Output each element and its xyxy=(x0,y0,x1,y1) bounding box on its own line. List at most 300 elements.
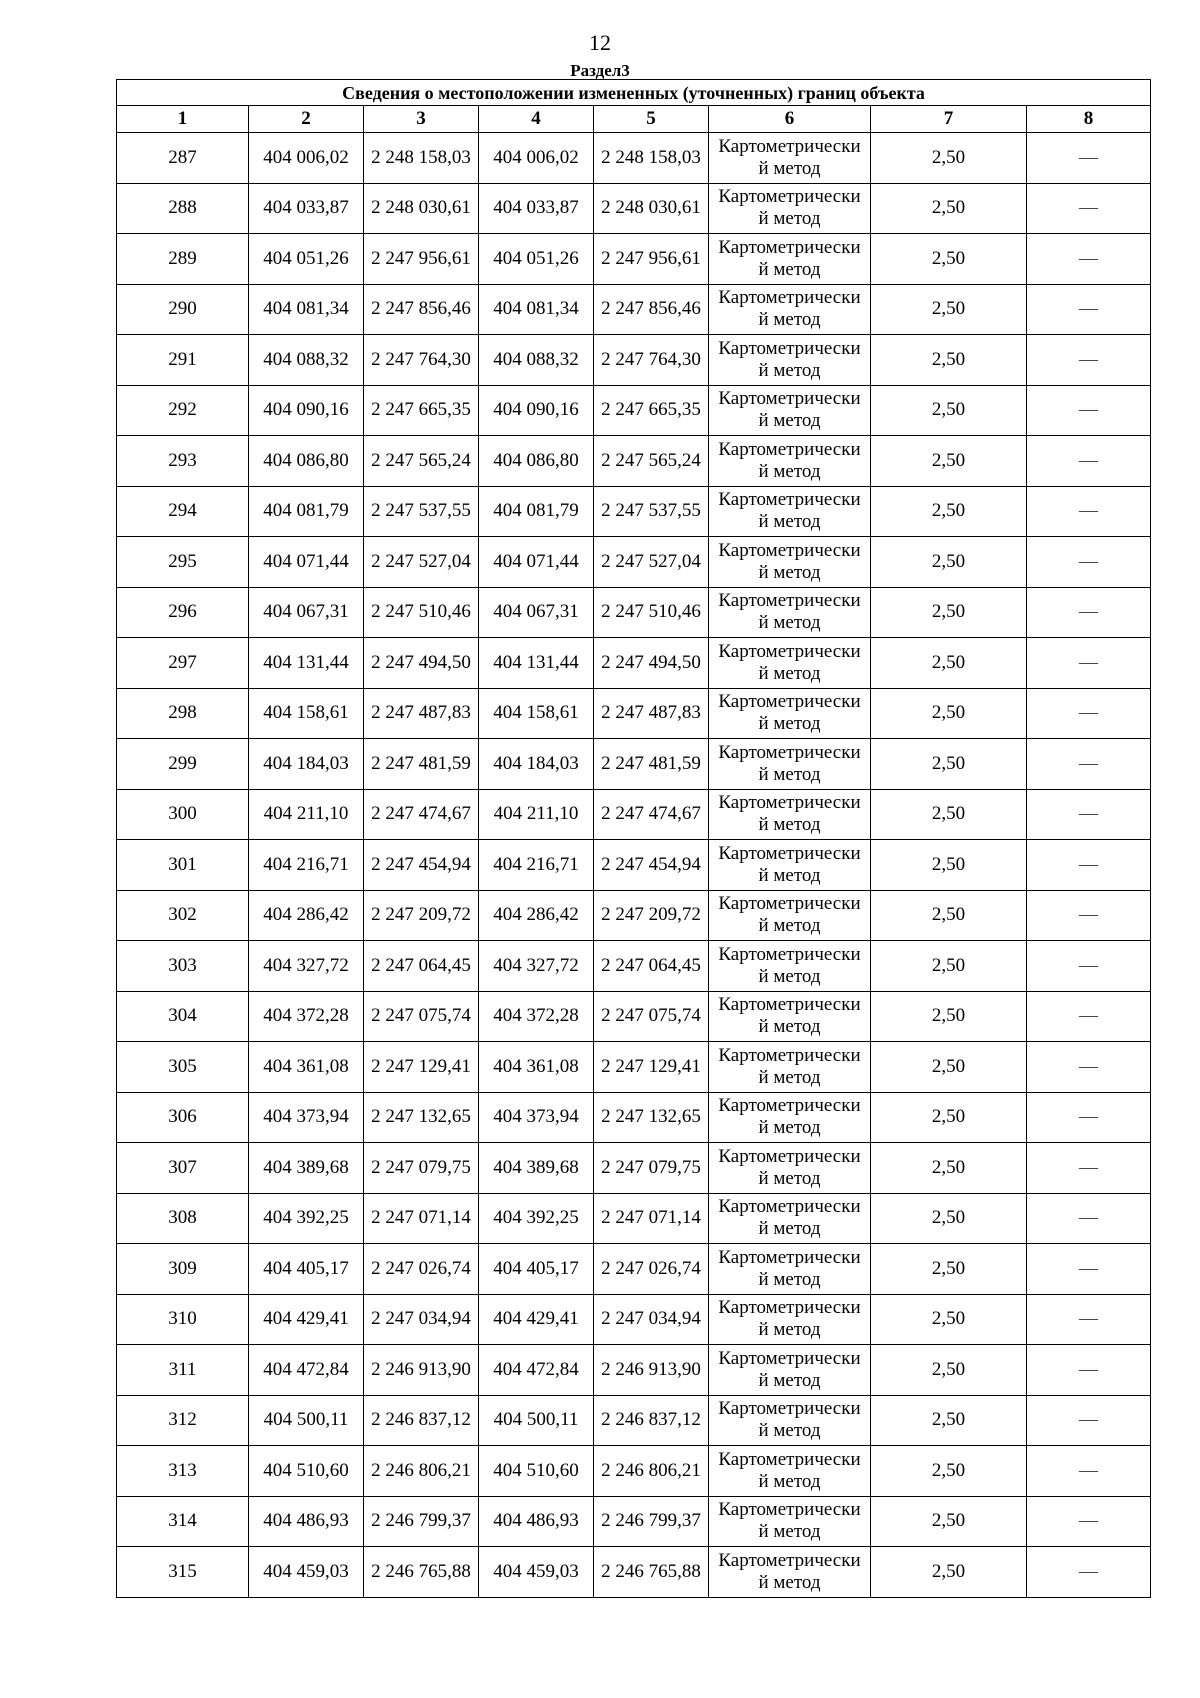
x-refined-cell: 404 071,44 xyxy=(479,537,594,588)
description-cell: — xyxy=(1027,1395,1151,1446)
method-cell xyxy=(709,1547,871,1598)
column-number: 8 xyxy=(1027,106,1151,133)
method-line-2: й метод xyxy=(758,157,821,179)
y-existing-cell: 2 248 158,03 xyxy=(364,133,479,184)
method-cell xyxy=(709,1244,871,1295)
accuracy-cell: 2,50 xyxy=(871,840,1027,891)
y-existing-cell: 2 247 454,94 xyxy=(364,840,479,891)
description-cell: — xyxy=(1027,1345,1151,1396)
y-refined-cell: 2 247 071,14 xyxy=(594,1193,709,1244)
x-existing-cell: 404 184,03 xyxy=(249,739,364,790)
method-cell xyxy=(709,587,871,638)
method-line-2: й метод xyxy=(758,662,821,684)
method-line-1: Картометрически xyxy=(718,1448,861,1470)
method-line-2: й метод xyxy=(758,1470,821,1492)
point-number-cell: 292 xyxy=(117,385,249,436)
y-existing-cell: 2 247 856,46 xyxy=(364,284,479,335)
method-line-2: й метод xyxy=(758,1117,821,1139)
accuracy-cell: 2,50 xyxy=(871,1395,1027,1446)
y-existing-cell: 2 247 510,46 xyxy=(364,587,479,638)
point-number-cell: 305 xyxy=(117,1042,249,1093)
accuracy-cell: 2,50 xyxy=(871,991,1027,1042)
y-refined-cell: 2 247 129,41 xyxy=(594,1042,709,1093)
y-existing-cell: 2 246 913,90 xyxy=(364,1345,479,1396)
point-number-cell: 293 xyxy=(117,436,249,487)
method-cell xyxy=(709,941,871,992)
accuracy-cell: 2,50 xyxy=(871,486,1027,537)
y-existing-cell: 2 246 799,37 xyxy=(364,1496,479,1547)
page-number: 12 xyxy=(589,30,611,55)
method-line-1: Картометрически xyxy=(718,388,861,410)
y-refined-cell: 2 247 494,50 xyxy=(594,638,709,689)
method-cell xyxy=(709,436,871,487)
table-row xyxy=(117,941,1151,992)
point-number-cell: 312 xyxy=(117,1395,249,1446)
y-refined-cell: 2 247 527,04 xyxy=(594,537,709,588)
x-refined-cell: 404 429,41 xyxy=(479,1294,594,1345)
table-row xyxy=(117,789,1151,840)
x-refined-cell: 404 389,68 xyxy=(479,1143,594,1194)
y-refined-cell: 2 247 764,30 xyxy=(594,335,709,386)
method-line-2: й метод xyxy=(758,359,821,381)
method-line-2: й метод xyxy=(758,965,821,987)
point-number-cell: 291 xyxy=(117,335,249,386)
description-cell: — xyxy=(1027,1294,1151,1345)
y-existing-cell: 2 247 026,74 xyxy=(364,1244,479,1295)
method-cell xyxy=(709,537,871,588)
y-existing-cell: 2 247 034,94 xyxy=(364,1294,479,1345)
y-refined-cell: 2 247 537,55 xyxy=(594,486,709,537)
x-refined-cell: 404 033,87 xyxy=(479,183,594,234)
method-line-1: Картометрически xyxy=(718,1145,861,1167)
method-line-2: й метод xyxy=(758,1319,821,1341)
table-row xyxy=(117,1092,1151,1143)
x-existing-cell: 404 081,79 xyxy=(249,486,364,537)
method-line-1: Картометрически xyxy=(718,438,861,460)
column-number: 2 xyxy=(249,106,364,133)
x-existing-cell: 404 405,17 xyxy=(249,1244,364,1295)
x-existing-cell: 404 158,61 xyxy=(249,688,364,739)
method-line-2: й метод xyxy=(758,1218,821,1240)
method-cell xyxy=(709,234,871,285)
y-existing-cell: 2 247 565,24 xyxy=(364,436,479,487)
x-existing-cell: 404 500,11 xyxy=(249,1395,364,1446)
method-cell xyxy=(709,638,871,689)
description-cell: — xyxy=(1027,1446,1151,1497)
y-existing-cell: 2 247 132,65 xyxy=(364,1092,479,1143)
point-number-cell: 299 xyxy=(117,739,249,790)
point-number-cell: 294 xyxy=(117,486,249,537)
accuracy-cell: 2,50 xyxy=(871,587,1027,638)
method-line-2: й метод xyxy=(758,258,821,280)
y-refined-cell: 2 246 806,21 xyxy=(594,1446,709,1497)
y-existing-cell: 2 246 837,12 xyxy=(364,1395,479,1446)
point-number-cell: 296 xyxy=(117,587,249,638)
column-number-row xyxy=(117,106,1151,133)
table-row xyxy=(117,1395,1151,1446)
point-number-cell: 300 xyxy=(117,789,249,840)
method-line-1: Картометрически xyxy=(718,1398,861,1420)
x-refined-cell: 404 405,17 xyxy=(479,1244,594,1295)
accuracy-cell: 2,50 xyxy=(871,234,1027,285)
table-row xyxy=(117,991,1151,1042)
description-cell: — xyxy=(1027,1042,1151,1093)
description-cell: — xyxy=(1027,133,1151,184)
y-existing-cell: 2 247 474,67 xyxy=(364,789,479,840)
y-existing-cell: 2 246 806,21 xyxy=(364,1446,479,1497)
table-row xyxy=(117,1143,1151,1194)
y-refined-cell: 2 246 913,90 xyxy=(594,1345,709,1396)
method-line-1: Картометрически xyxy=(718,842,861,864)
y-refined-cell: 2 247 856,46 xyxy=(594,284,709,335)
table-caption-row xyxy=(117,80,1151,106)
x-existing-cell: 404 211,10 xyxy=(249,789,364,840)
method-line-2: й метод xyxy=(758,410,821,432)
table-row xyxy=(117,840,1151,891)
y-existing-cell: 2 247 481,59 xyxy=(364,739,479,790)
description-cell: — xyxy=(1027,1244,1151,1295)
method-line-1: Картометрически xyxy=(718,792,861,814)
column-number: 4 xyxy=(479,106,594,133)
method-line-2: й метод xyxy=(758,864,821,886)
description-cell: — xyxy=(1027,941,1151,992)
method-cell xyxy=(709,1345,871,1396)
y-existing-cell: 2 248 030,61 xyxy=(364,183,479,234)
point-number-cell: 314 xyxy=(117,1496,249,1547)
accuracy-cell: 2,50 xyxy=(871,133,1027,184)
x-existing-cell: 404 067,31 xyxy=(249,587,364,638)
table-row xyxy=(117,537,1151,588)
x-existing-cell: 404 286,42 xyxy=(249,890,364,941)
method-line-2: й метод xyxy=(758,1369,821,1391)
x-existing-cell: 404 081,34 xyxy=(249,284,364,335)
method-cell xyxy=(709,183,871,234)
method-line-1: Картометрически xyxy=(718,590,861,612)
method-line-1: Картометрически xyxy=(718,1095,861,1117)
point-number-cell: 301 xyxy=(117,840,249,891)
table-row xyxy=(117,284,1151,335)
method-line-1: Картометрически xyxy=(718,539,861,561)
description-cell: — xyxy=(1027,183,1151,234)
x-refined-cell: 404 472,84 xyxy=(479,1345,594,1396)
point-number-cell: 315 xyxy=(117,1547,249,1598)
table-row xyxy=(117,1446,1151,1497)
method-line-2: й метод xyxy=(758,713,821,735)
description-cell: — xyxy=(1027,840,1151,891)
x-existing-cell: 404 071,44 xyxy=(249,537,364,588)
y-refined-cell: 2 247 474,67 xyxy=(594,789,709,840)
y-existing-cell: 2 247 494,50 xyxy=(364,638,479,689)
table-row xyxy=(117,234,1151,285)
x-existing-cell: 404 090,16 xyxy=(249,385,364,436)
x-refined-cell: 404 459,03 xyxy=(479,1547,594,1598)
x-refined-cell: 404 392,25 xyxy=(479,1193,594,1244)
x-refined-cell: 404 510,60 xyxy=(479,1446,594,1497)
table-row xyxy=(117,436,1151,487)
method-line-1: Картометрически xyxy=(718,1347,861,1369)
x-existing-cell: 404 086,80 xyxy=(249,436,364,487)
y-existing-cell: 2 247 071,14 xyxy=(364,1193,479,1244)
column-number: 3 xyxy=(364,106,479,133)
x-existing-cell: 404 429,41 xyxy=(249,1294,364,1345)
y-existing-cell: 2 247 064,45 xyxy=(364,941,479,992)
method-cell xyxy=(709,385,871,436)
y-existing-cell: 2 247 956,61 xyxy=(364,234,479,285)
method-line-1: Картометрически xyxy=(718,186,861,208)
method-line-1: Картометрически xyxy=(718,741,861,763)
method-line-1: Картометрически xyxy=(718,287,861,309)
y-existing-cell: 2 247 209,72 xyxy=(364,890,479,941)
method-cell xyxy=(709,133,871,184)
method-cell xyxy=(709,890,871,941)
x-existing-cell: 404 392,25 xyxy=(249,1193,364,1244)
accuracy-cell: 2,50 xyxy=(871,1345,1027,1396)
x-refined-cell: 404 327,72 xyxy=(479,941,594,992)
x-existing-cell: 404 459,03 xyxy=(249,1547,364,1598)
x-existing-cell: 404 361,08 xyxy=(249,1042,364,1093)
method-line-2: й метод xyxy=(758,1571,821,1593)
method-cell xyxy=(709,688,871,739)
table-row xyxy=(117,183,1151,234)
x-refined-cell: 404 184,03 xyxy=(479,739,594,790)
y-existing-cell: 2 247 527,04 xyxy=(364,537,479,588)
table-row xyxy=(117,739,1151,790)
description-cell: — xyxy=(1027,436,1151,487)
x-existing-cell: 404 389,68 xyxy=(249,1143,364,1194)
description-cell: — xyxy=(1027,1547,1151,1598)
table-row xyxy=(117,1042,1151,1093)
y-refined-cell: 2 247 481,59 xyxy=(594,739,709,790)
accuracy-cell: 2,50 xyxy=(871,284,1027,335)
description-cell: — xyxy=(1027,1092,1151,1143)
x-refined-cell: 404 088,32 xyxy=(479,335,594,386)
description-cell: — xyxy=(1027,688,1151,739)
method-line-1: Картометрически xyxy=(718,893,861,915)
y-refined-cell: 2 246 799,37 xyxy=(594,1496,709,1547)
method-cell xyxy=(709,739,871,790)
accuracy-cell: 2,50 xyxy=(871,335,1027,386)
method-line-1: Картометрически xyxy=(718,640,861,662)
table-body xyxy=(117,133,1151,1598)
y-refined-cell: 2 247 487,83 xyxy=(594,688,709,739)
y-refined-cell: 2 248 158,03 xyxy=(594,133,709,184)
y-existing-cell: 2 247 537,55 xyxy=(364,486,479,537)
x-refined-cell: 404 361,08 xyxy=(479,1042,594,1093)
accuracy-cell: 2,50 xyxy=(871,1092,1027,1143)
y-refined-cell: 2 247 665,35 xyxy=(594,385,709,436)
x-refined-cell: 404 373,94 xyxy=(479,1092,594,1143)
method-line-1: Картометрически xyxy=(718,236,861,258)
accuracy-cell: 2,50 xyxy=(871,1547,1027,1598)
accuracy-cell: 2,50 xyxy=(871,789,1027,840)
method-line-2: й метод xyxy=(758,511,821,533)
method-cell xyxy=(709,1042,871,1093)
point-number-cell: 302 xyxy=(117,890,249,941)
method-line-2: й метод xyxy=(758,612,821,634)
method-line-2: й метод xyxy=(758,915,821,937)
accuracy-cell: 2,50 xyxy=(871,739,1027,790)
y-refined-cell: 2 247 026,74 xyxy=(594,1244,709,1295)
y-refined-cell: 2 247 209,72 xyxy=(594,890,709,941)
accuracy-cell: 2,50 xyxy=(871,688,1027,739)
table-row xyxy=(117,1193,1151,1244)
method-line-1: Картометрически xyxy=(718,1499,861,1521)
y-refined-cell: 2 247 454,94 xyxy=(594,840,709,891)
method-cell xyxy=(709,991,871,1042)
description-cell: — xyxy=(1027,991,1151,1042)
method-line-1: Картометрически xyxy=(718,943,861,965)
description-cell: — xyxy=(1027,284,1151,335)
method-line-2: й метод xyxy=(758,1268,821,1290)
method-cell xyxy=(709,789,871,840)
x-refined-cell: 404 131,44 xyxy=(479,638,594,689)
table-row xyxy=(117,1244,1151,1295)
accuracy-cell: 2,50 xyxy=(871,183,1027,234)
table-row xyxy=(117,486,1151,537)
accuracy-cell: 2,50 xyxy=(871,1193,1027,1244)
y-existing-cell: 2 247 129,41 xyxy=(364,1042,479,1093)
method-cell xyxy=(709,486,871,537)
y-existing-cell: 2 247 487,83 xyxy=(364,688,479,739)
x-refined-cell: 404 090,16 xyxy=(479,385,594,436)
x-existing-cell: 404 006,02 xyxy=(249,133,364,184)
y-refined-cell: 2 246 765,88 xyxy=(594,1547,709,1598)
description-cell: — xyxy=(1027,1193,1151,1244)
point-number-cell: 310 xyxy=(117,1294,249,1345)
accuracy-cell: 2,50 xyxy=(871,1244,1027,1295)
point-number-cell: 287 xyxy=(117,133,249,184)
method-line-2: й метод xyxy=(758,561,821,583)
x-refined-cell: 404 286,42 xyxy=(479,890,594,941)
column-number: 5 xyxy=(594,106,709,133)
x-refined-cell: 404 006,02 xyxy=(479,133,594,184)
method-line-2: й метод xyxy=(758,1016,821,1038)
table-caption: Сведения о местоположении измененных (уточненных) границ объекта xyxy=(117,80,1151,106)
x-refined-cell: 404 081,34 xyxy=(479,284,594,335)
accuracy-cell: 2,50 xyxy=(871,1042,1027,1093)
method-line-2: й метод xyxy=(758,814,821,836)
method-line-1: Картометрически xyxy=(718,337,861,359)
method-line-2: й метод xyxy=(758,1521,821,1543)
description-cell: — xyxy=(1027,1496,1151,1547)
y-refined-cell: 2 247 064,45 xyxy=(594,941,709,992)
x-existing-cell: 404 051,26 xyxy=(249,234,364,285)
x-refined-cell: 404 216,71 xyxy=(479,840,594,891)
method-cell xyxy=(709,335,871,386)
x-refined-cell: 404 486,93 xyxy=(479,1496,594,1547)
x-refined-cell: 404 086,80 xyxy=(479,436,594,487)
method-line-2: й метод xyxy=(758,763,821,785)
method-line-1: Картометрически xyxy=(718,1044,861,1066)
table-row xyxy=(117,385,1151,436)
table-row xyxy=(117,587,1151,638)
method-line-2: й метод xyxy=(758,1066,821,1088)
column-number: 7 xyxy=(871,106,1027,133)
y-refined-cell: 2 248 030,61 xyxy=(594,183,709,234)
x-existing-cell: 404 486,93 xyxy=(249,1496,364,1547)
method-line-1: Картометрически xyxy=(718,489,861,511)
x-existing-cell: 404 372,28 xyxy=(249,991,364,1042)
y-refined-cell: 2 247 075,74 xyxy=(594,991,709,1042)
accuracy-cell: 2,50 xyxy=(871,638,1027,689)
accuracy-cell: 2,50 xyxy=(871,1143,1027,1194)
method-line-1: Картометрически xyxy=(718,135,861,157)
method-line-2: й метод xyxy=(758,1167,821,1189)
section-title: Раздел3 xyxy=(570,61,630,80)
y-existing-cell: 2 247 079,75 xyxy=(364,1143,479,1194)
table-row xyxy=(117,1294,1151,1345)
method-cell xyxy=(709,1143,871,1194)
method-cell xyxy=(709,1092,871,1143)
method-line-2: й метод xyxy=(758,1420,821,1442)
description-cell: — xyxy=(1027,890,1151,941)
x-refined-cell: 404 067,31 xyxy=(479,587,594,638)
description-cell: — xyxy=(1027,789,1151,840)
method-cell xyxy=(709,1193,871,1244)
method-cell xyxy=(709,840,871,891)
y-refined-cell: 2 247 079,75 xyxy=(594,1143,709,1194)
description-cell: — xyxy=(1027,537,1151,588)
point-number-cell: 304 xyxy=(117,991,249,1042)
method-line-1: Картометрически xyxy=(718,1196,861,1218)
x-existing-cell: 404 472,84 xyxy=(249,1345,364,1396)
accuracy-cell: 2,50 xyxy=(871,1294,1027,1345)
accuracy-cell: 2,50 xyxy=(871,941,1027,992)
x-existing-cell: 404 131,44 xyxy=(249,638,364,689)
x-existing-cell: 404 373,94 xyxy=(249,1092,364,1143)
x-refined-cell: 404 372,28 xyxy=(479,991,594,1042)
x-refined-cell: 404 158,61 xyxy=(479,688,594,739)
y-existing-cell: 2 246 765,88 xyxy=(364,1547,479,1598)
method-line-2: й метод xyxy=(758,309,821,331)
table-row xyxy=(117,890,1151,941)
description-cell: — xyxy=(1027,486,1151,537)
table-row xyxy=(117,133,1151,184)
table-row xyxy=(117,335,1151,386)
point-number-cell: 298 xyxy=(117,688,249,739)
point-number-cell: 289 xyxy=(117,234,249,285)
table-row xyxy=(117,688,1151,739)
y-refined-cell: 2 247 956,61 xyxy=(594,234,709,285)
description-cell: — xyxy=(1027,335,1151,386)
description-cell: — xyxy=(1027,385,1151,436)
point-number-cell: 308 xyxy=(117,1193,249,1244)
y-refined-cell: 2 247 565,24 xyxy=(594,436,709,487)
x-existing-cell: 404 088,32 xyxy=(249,335,364,386)
x-refined-cell: 404 051,26 xyxy=(479,234,594,285)
y-refined-cell: 2 247 510,46 xyxy=(594,587,709,638)
point-number-cell: 306 xyxy=(117,1092,249,1143)
method-cell xyxy=(709,284,871,335)
accuracy-cell: 2,50 xyxy=(871,1446,1027,1497)
point-number-cell: 288 xyxy=(117,183,249,234)
boundary-coordinates-table xyxy=(116,79,1151,1598)
point-number-cell: 309 xyxy=(117,1244,249,1295)
method-cell xyxy=(709,1446,871,1497)
point-number-cell: 303 xyxy=(117,941,249,992)
method-line-1: Картометрически xyxy=(718,691,861,713)
y-existing-cell: 2 247 075,74 xyxy=(364,991,479,1042)
description-cell: — xyxy=(1027,587,1151,638)
x-existing-cell: 404 216,71 xyxy=(249,840,364,891)
y-refined-cell: 2 246 837,12 xyxy=(594,1395,709,1446)
y-existing-cell: 2 247 764,30 xyxy=(364,335,479,386)
column-number: 1 xyxy=(117,106,249,133)
method-line-1: Картометрически xyxy=(718,1297,861,1319)
y-refined-cell: 2 247 132,65 xyxy=(594,1092,709,1143)
table-row xyxy=(117,1345,1151,1396)
method-cell xyxy=(709,1395,871,1446)
